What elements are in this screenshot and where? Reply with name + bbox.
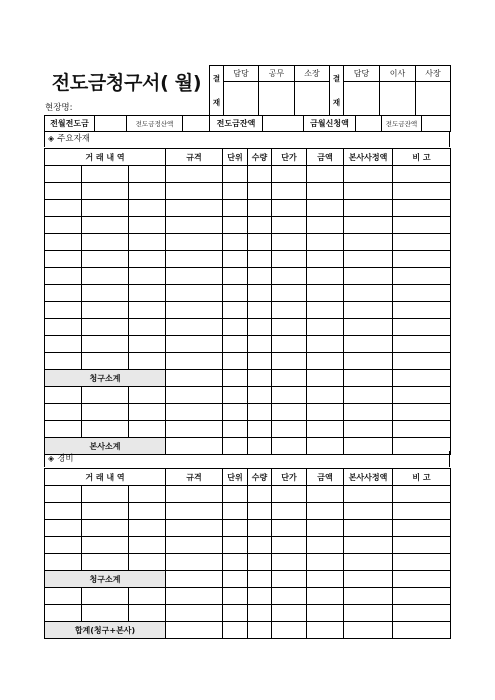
approval-role-president: 사장 xyxy=(416,66,451,82)
approval-box-left xyxy=(209,65,330,116)
approval-role-manager-2: 담당 xyxy=(344,66,380,82)
subtotal-request-label: 청구소계 xyxy=(45,370,166,387)
prev-advance-value[interactable] xyxy=(95,116,127,132)
section-label-materials: ◈ 주요자재 xyxy=(44,131,450,147)
approval-sign-president[interactable] xyxy=(416,82,451,116)
expenses-table xyxy=(44,468,451,639)
col-transaction: 거 래 내 역 xyxy=(45,149,166,166)
grand-total-row xyxy=(45,622,451,639)
section-label-expenses: ◈ 경비 xyxy=(44,451,450,467)
approval-role-director: 이사 xyxy=(380,66,416,82)
table-row[interactable] xyxy=(45,319,451,336)
table-row[interactable] xyxy=(45,520,451,537)
col-qty: 수량 xyxy=(248,469,272,486)
col-transaction: 거 래 내 역 xyxy=(45,469,166,486)
col-remarks: 비 고 xyxy=(393,149,451,166)
advance-balance-label-2: 전도금잔액 xyxy=(382,116,422,132)
site-name-label: 현장명: xyxy=(45,103,73,113)
approval-side-label-left: 결 재 xyxy=(210,66,224,116)
col-unit: 단위 xyxy=(223,149,248,166)
col-amount: 금액 xyxy=(307,149,344,166)
materials-table xyxy=(44,148,451,455)
col-spec: 규격 xyxy=(166,469,223,486)
table-row[interactable] xyxy=(45,200,451,217)
col-spec: 규격 xyxy=(166,149,223,166)
col-amount: 금액 xyxy=(307,469,344,486)
approval-sign-engineering[interactable] xyxy=(259,82,295,116)
advance-balance-value-2[interactable] xyxy=(422,116,451,132)
table-row[interactable] xyxy=(45,353,451,370)
table-row[interactable] xyxy=(45,486,451,503)
col-unit: 단위 xyxy=(223,469,248,486)
approval-role-engineering: 공무 xyxy=(259,66,295,82)
approval-box-right xyxy=(329,65,451,116)
subtotal-request-row xyxy=(45,370,451,387)
advance-settlement-value[interactable] xyxy=(183,116,210,132)
approval-side-label-right: 결 재 xyxy=(330,66,344,116)
approval-sign-manager[interactable] xyxy=(224,82,259,116)
expenses-header-row xyxy=(45,469,451,486)
current-request-label: 금월신청액 xyxy=(304,116,356,132)
summary-row xyxy=(44,115,451,132)
advance-settlement-label: 전도금정산액 xyxy=(127,116,183,132)
col-unit-price: 단가 xyxy=(272,469,307,486)
grand-total-label: 합계(청구+본사) xyxy=(45,622,166,639)
approval-sign-site-chief[interactable] xyxy=(295,82,330,116)
table-row[interactable] xyxy=(45,302,451,319)
subtotal-hq-label: 본사소계 xyxy=(45,438,166,455)
col-unit-price: 단가 xyxy=(272,149,307,166)
diamond-icon: ◈ xyxy=(48,454,55,463)
table-row[interactable] xyxy=(45,217,451,234)
table-row[interactable] xyxy=(45,183,451,200)
advance-balance-label: 전도금잔액 xyxy=(210,116,263,132)
approval-role-site-chief: 소장 xyxy=(295,66,330,82)
table-row[interactable] xyxy=(45,421,451,438)
table-row[interactable] xyxy=(45,554,451,571)
form-title: 전도금청구서( 월) xyxy=(51,72,202,94)
current-request-value[interactable] xyxy=(356,116,382,132)
approval-sign-director[interactable] xyxy=(380,82,416,116)
table-row[interactable] xyxy=(45,404,451,421)
table-row[interactable] xyxy=(45,387,451,404)
materials-header-row xyxy=(45,149,451,166)
advance-balance-value[interactable] xyxy=(263,116,304,132)
col-remarks: 비 고 xyxy=(393,469,451,486)
col-hq-settlement: 본사사정액 xyxy=(344,149,393,166)
table-row[interactable] xyxy=(45,268,451,285)
table-row[interactable] xyxy=(45,251,451,268)
approval-sign-manager-2[interactable] xyxy=(344,82,380,116)
col-qty: 수량 xyxy=(248,149,272,166)
approval-role-manager: 담당 xyxy=(224,66,259,82)
diamond-icon: ◈ xyxy=(48,134,55,143)
table-row[interactable] xyxy=(45,285,451,302)
table-row[interactable] xyxy=(45,234,451,251)
table-row[interactable] xyxy=(45,336,451,353)
table-row[interactable] xyxy=(45,537,451,554)
table-row[interactable] xyxy=(45,588,451,605)
prev-advance-label: 전월전도금 xyxy=(45,116,95,132)
table-row[interactable] xyxy=(45,503,451,520)
table-row[interactable] xyxy=(45,605,451,622)
subtotal-request-row xyxy=(45,571,451,588)
table-row[interactable] xyxy=(45,166,451,183)
col-hq-settlement: 본사사정액 xyxy=(344,469,393,486)
subtotal-request-label: 청구소계 xyxy=(45,571,166,588)
